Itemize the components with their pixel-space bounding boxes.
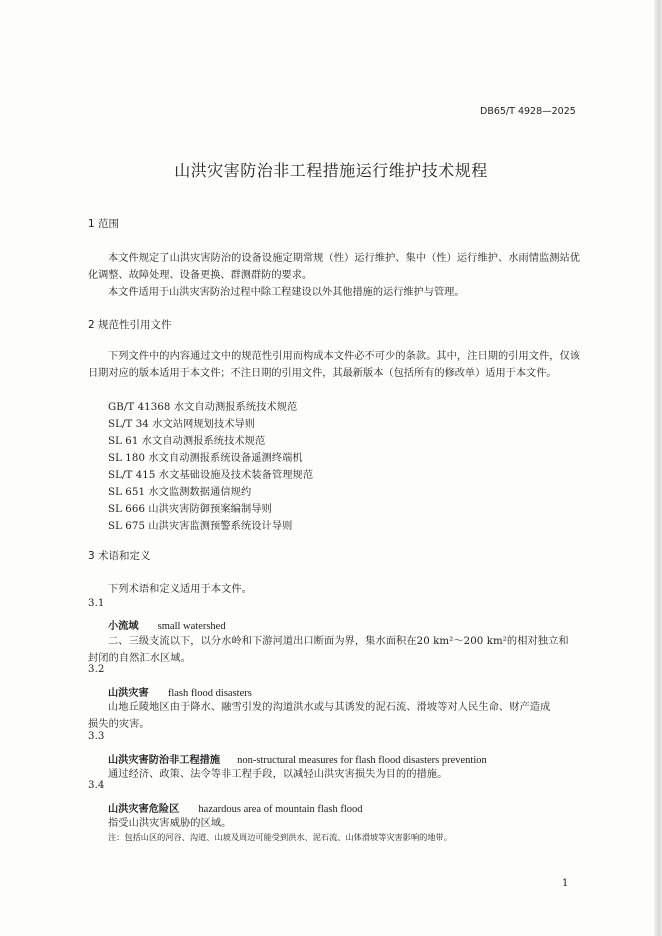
term-heading [108, 614, 226, 633]
reference-item: SL 675 山洪灾害监测预警系统设计导则 [108, 521, 293, 532]
reference-item: SL 61 水文自动测报系统技术规范 [108, 436, 266, 447]
term-definition-continued: 损失的灾害。 [88, 719, 150, 730]
term-english: non-structural measures for flash flood disasters prevention [237, 755, 487, 766]
term-definition: 二、三级支流以下，以分水岭和下游河道出口断面为界，集水面积在20 km²～200 km²的相对独立和 [108, 636, 569, 647]
section-1-heading: 1 范围 [88, 218, 120, 230]
reference-item: SL 180 水文自动测报系统设备遥测终端机 [108, 453, 303, 464]
term-number: 3.4 [88, 780, 105, 791]
reference-item: SL/T 34 水文站网规划技术导则 [108, 419, 256, 430]
section-3-intro: 下列术语和定义适用于本文件。 [108, 584, 253, 595]
term-definition: 指受山洪灾害威胁的区域。 [108, 818, 232, 829]
term-english: small watershed [157, 621, 226, 632]
term-name: 小流域 [108, 621, 139, 632]
section-3-heading: 3 术语和定义 [88, 550, 151, 562]
section-2-paragraph-1: 下列文件中的内容通过文中的规范性引用而构成本文件必不可少的条款。其中，注日期的引用文件，仅该日期对应的版本适用于本文件；不注日期的引用文件，其最新版本（包括所有的修改单）适用于本文件。 [88, 351, 580, 379]
term-english: hazardous area of mountain flash flood [198, 804, 363, 815]
reference-item: SL/T 415 水文基础设施及技术装备管理规范 [108, 470, 314, 481]
term-name: 山洪灾害防治非工程措施 [108, 755, 221, 766]
term-number: 3.2 [88, 664, 105, 675]
term-number: 3.3 [88, 731, 105, 742]
term-english: flash flood disasters [167, 688, 252, 699]
section-2-heading: 2 规范性引用文件 [88, 319, 172, 331]
term-name: 山洪灾害 [108, 688, 149, 699]
term-definition-continued: 封闭的自然汇水区域。 [88, 653, 191, 664]
term-definition: 山地丘陵地区由于降水、融雪引发的沟道洪水或与其诱发的泥石流、滑坡等对人民生命、财产造成 [108, 702, 551, 713]
reference-item: GB/T 41368 水文自动测报系统技术规范 [108, 402, 298, 413]
page-edge-shadow [654, 0, 662, 936]
section-1-paragraph-2: 本文件适用于山洪灾害防治过程中除工程建设以外其他措施的运行维护与管理。 [108, 287, 465, 298]
reference-item: SL 666 山洪灾害防御预案编制导则 [108, 504, 272, 515]
page-number: 1 [562, 878, 569, 889]
reference-item: SL 651 水文监测数据通信规约 [108, 487, 252, 498]
term-name: 山洪灾害危险区 [108, 804, 180, 815]
section-1-paragraph-1: 本文件规定了山洪灾害防治的设备设施定期常规（性）运行维护、集中（性）运行维护、水雨情监测站优化调整、故障处理、设备更换、群测群防的要求。 [88, 253, 580, 281]
page-title: 山洪灾害防治非工程措施运行维护技术规程 [174, 161, 488, 180]
term-definition: 通过经济、政策、法令等非工程手段，以减轻山洪灾害损失为目的的措施。 [108, 769, 448, 780]
term-note: 注：包括山区的河谷、沟道、山坡及周边可能受到洪水、泥石流、山体滑坡等灾害影响的地带。 [108, 832, 452, 842]
term-number: 3.1 [88, 598, 105, 609]
document-number: DB65/T 4928—2025 [480, 106, 576, 117]
